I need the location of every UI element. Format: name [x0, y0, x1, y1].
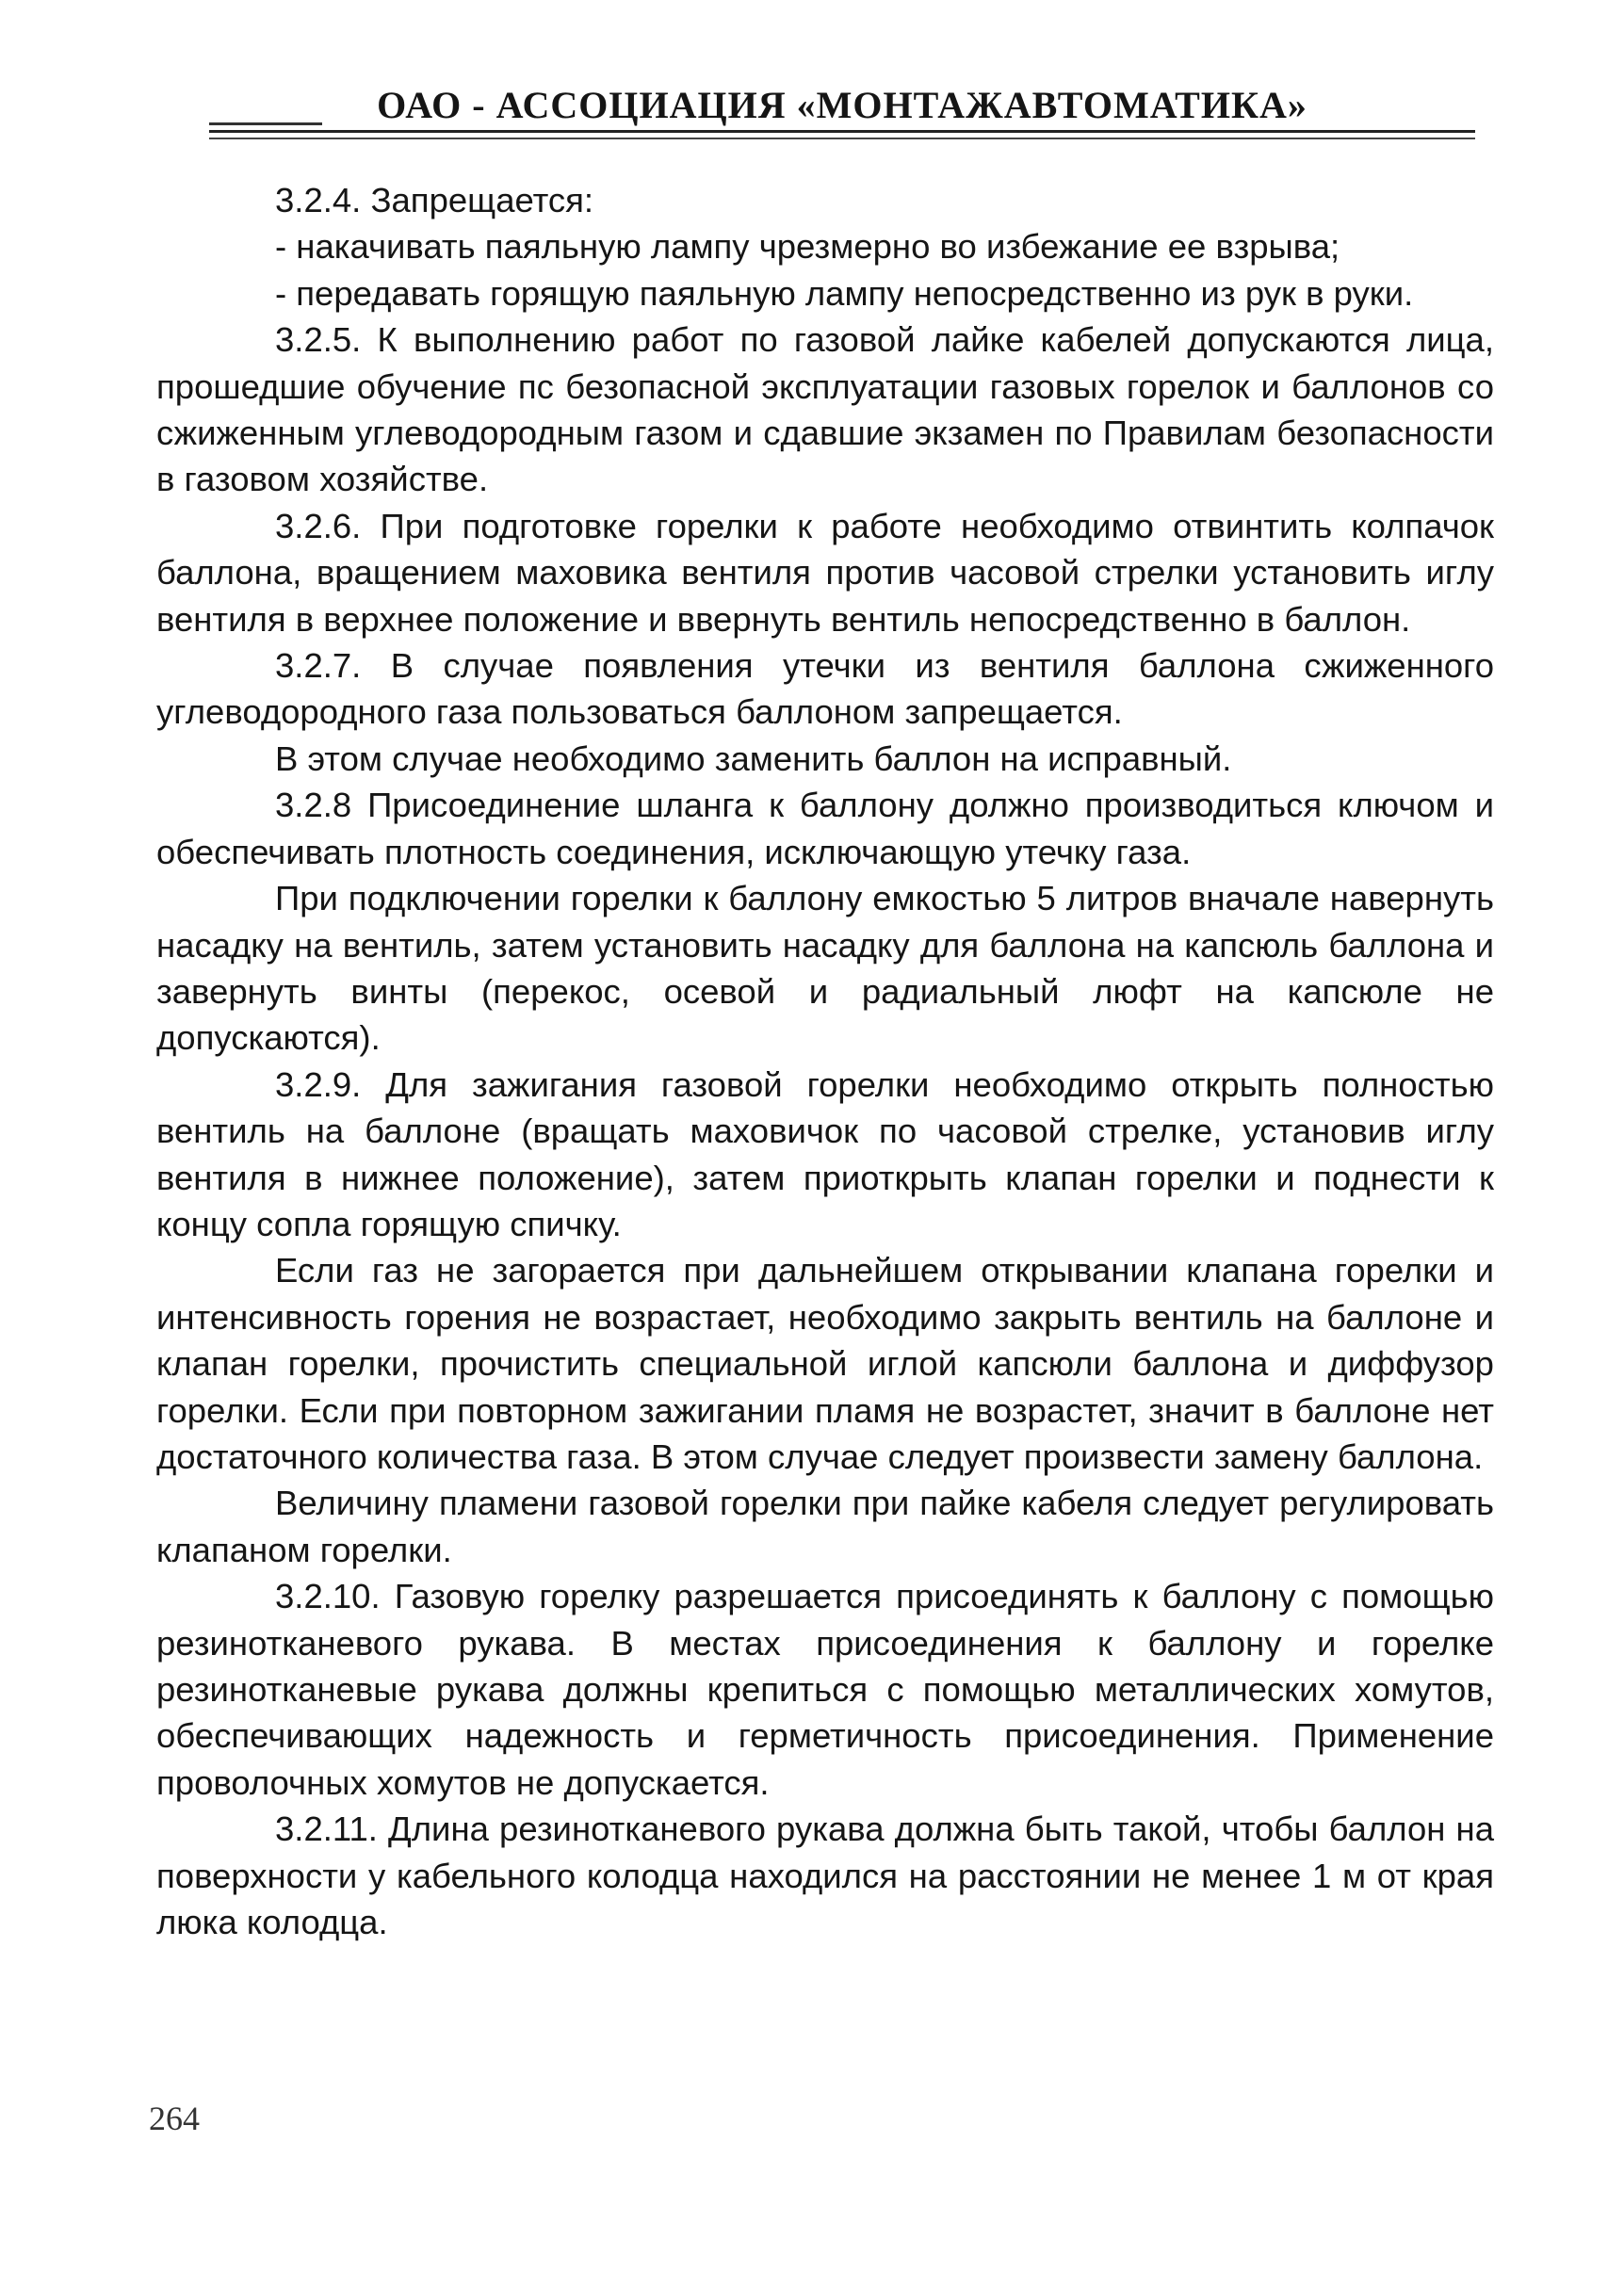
page-number: 264 — [149, 2100, 200, 2137]
paragraph: 3.2.5. К выполнению работ по газовой лайке кабелей допускаются лица, прошедшие обучение пс безопасной эксплуатации газовых горелок и баллонов со сжиженным углеводородным газом и сдавшие экзамен по Правилам безопасности в газовом хозяйстве. — [156, 320, 1494, 499]
body-text — [156, 177, 1494, 1945]
paragraph: Если газ не загорается при дальнейшем открывании клапана горелки и интенсивность горения не возрастает, необходимо закрыть вентиль на баллоне и клапан горелки, прочистить специальной иглой капсюли баллона и диффузор горелки. Если при повторном зажигании пламя не возрастет, значит в баллоне нет достаточного количества газа. В этом случае следует произвести замену баллона. — [156, 1251, 1494, 1476]
paragraph: При подключении горелки к баллону емкостью 5 литров вначале навернуть насадку на вентиль, затем установить насадку для баллона на капсюль баллона и завернуть винты (перекос, осевой и радиальный люфт на капсюле не допускаются). — [156, 879, 1494, 1058]
paragraph: 3.2.9. Для зажигания газовой горелки необходимо открыть полностью вентиль на баллоне (вращать маховичок по часовой стрелке, установив иглу вентиля в нижнее положение), затем приоткрыть клапан горелки и поднести к концу сопла горящую спичку. — [156, 1064, 1494, 1243]
paragraph: - накачивать паяльную лампу чрезмерно во избежание ее взрыва; — [275, 227, 1340, 267]
paragraph: В этом случае необходимо заменить баллон на исправный. — [275, 738, 1232, 778]
paragraph: 3.2.10. Газовую горелку разрешается присоединять к баллону с помощью резинотканевого рукава. В местах присоединения к баллону и горелке резинотканевые рукава должны крепиться с помощью металлических хомутов, обеспечивающих надежность и герметичность присоединения. Применение проволочных хомутов не допускается. — [156, 1577, 1494, 1802]
paragraph: - передавать горящую паяльную лампу непосредственно из рук в руки. — [275, 273, 1414, 313]
paragraph: 3.2.8 Присоединение шланга к баллону должно производиться ключом и обеспечивать плотность соединения, исключающую утечку газа. — [156, 786, 1494, 871]
paragraph: 3.2.11. Длина резинотканевого рукава должна быть такой, чтобы баллон на поверхности у кабельного колодца находился на расстоянии не менее 1 м от края люка колодца. — [156, 1809, 1494, 1942]
paragraph: 3.2.6. При подготовке горелки к работе необходимо отвинтить колпачок баллона, вращением маховика вентиля против часовой стрелки установить иглу вентиля в верхнее положение и ввернуть вентиль непосредственно в баллон. — [156, 506, 1494, 639]
header-rule-top — [209, 130, 1475, 133]
paragraph: 3.2.4. Запрещается: — [275, 181, 594, 219]
page-header: ОАО - АССОЦИАЦИЯ «МОНТАЖАВТОМАТИКА» — [377, 84, 1307, 126]
paragraph: Величину пламени газовой горелки при пайке кабеля следует регулировать клапаном горелки. — [156, 1484, 1494, 1569]
header-rule-bottom — [209, 138, 1475, 139]
paragraph: 3.2.7. В случае появления утечки из вентиля баллона сжиженного углеводородного газа пользоваться баллоном запрещается. — [156, 646, 1494, 732]
